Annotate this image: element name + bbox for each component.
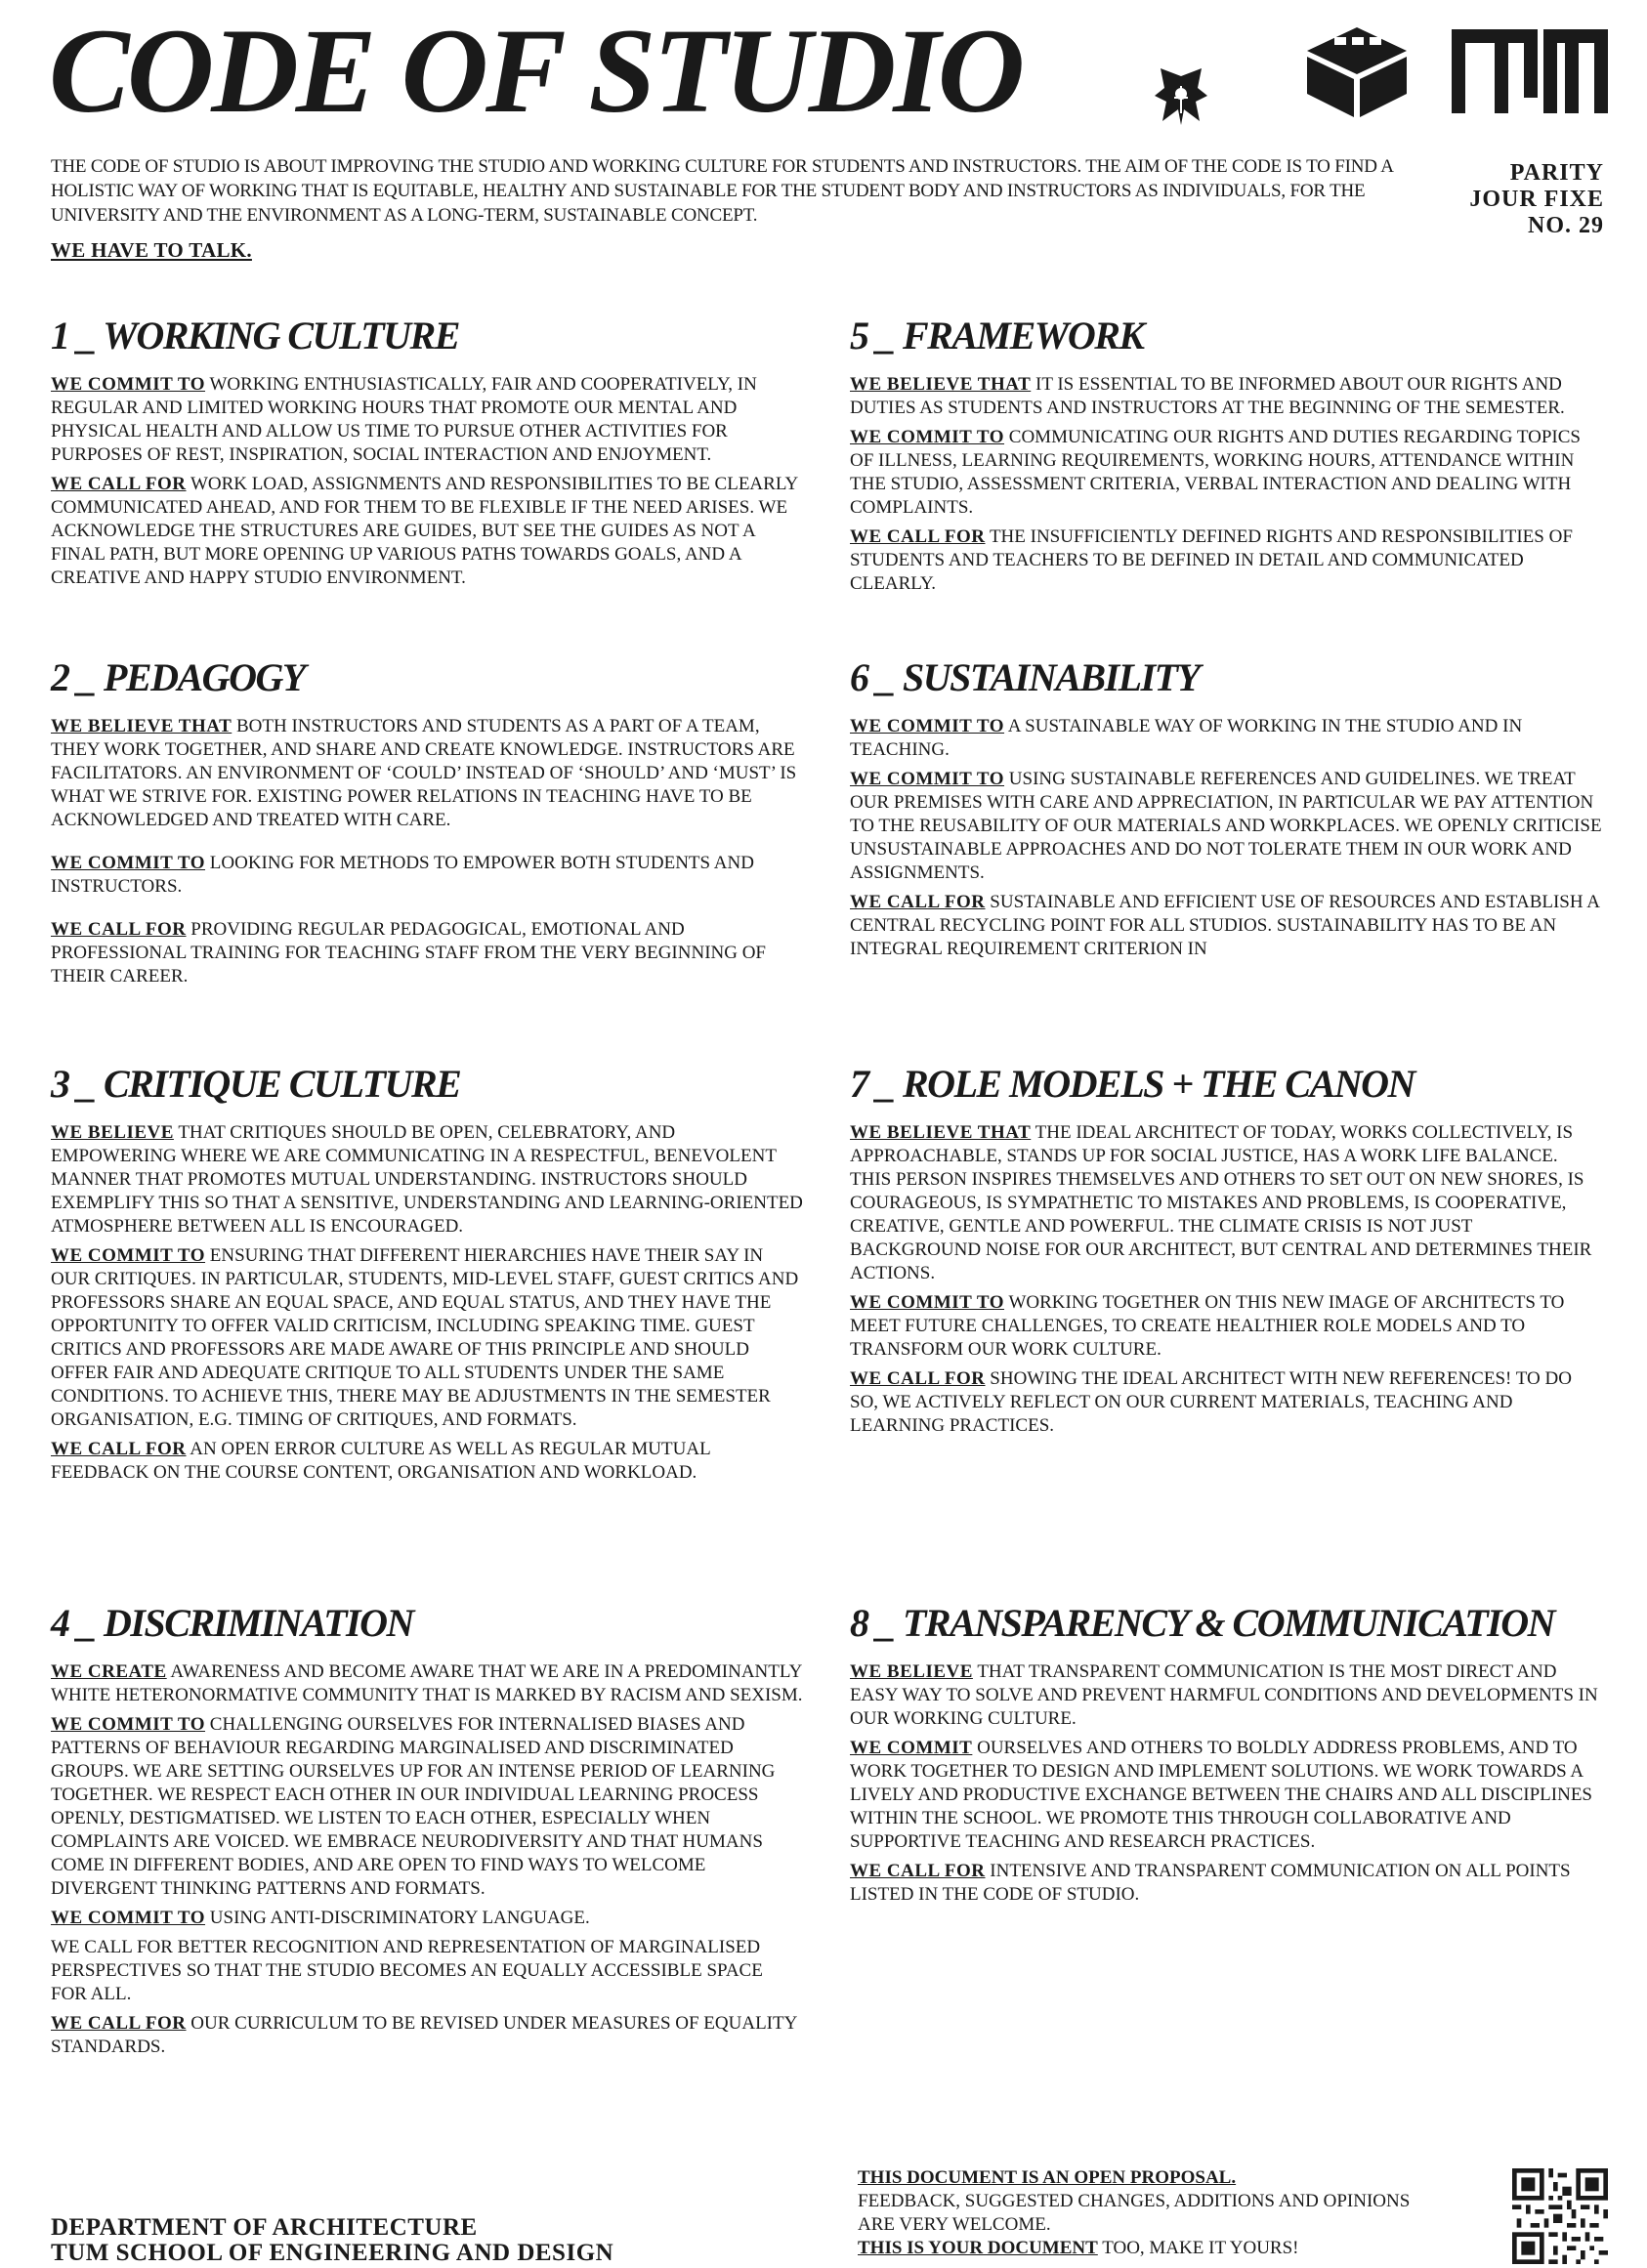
section-transparency [850, 1598, 1602, 1912]
section-role-models [850, 1059, 1602, 1444]
tum-logo-icon [1452, 29, 1608, 113]
department-line: TUM SCHOOL OF ENGINEERING AND DESIGN [51, 2240, 614, 2266]
section-heading: 3 _ CRITIQUE CULTURE [51, 1062, 461, 1106]
section-paragraph [51, 2012, 803, 2059]
section-paragraph [850, 1860, 1602, 1907]
paragraph-text: INTENSIVE AND TRANSPARENT COMMUNICATION ON ALL POINTS LISTED IN THE CODE OF STUDIO. [850, 1861, 1571, 1905]
section-paragraph [51, 1121, 803, 1239]
section-working-culture [51, 311, 803, 596]
section-critique-culture [51, 1059, 803, 1491]
section-discrimination [51, 1598, 803, 2065]
section-paragraph [850, 1660, 1602, 1731]
section-pedagogy [51, 652, 803, 994]
section-paragraph [850, 1121, 1602, 1285]
paragraph-text: LOOKING FOR METHODS TO EMPOWER BOTH STUDENTS AND INSTRUCTORS. [51, 853, 754, 897]
paragraph-text: USING SUSTAINABLE REFERENCES AND GUIDELINES. WE TREAT OUR PREMISES WITH CARE AND APPRECIATION, IN PARTICULAR WE PAY ATTENTION TO THE REUSABILITY OF OUR MATERIALS AND WORKPLACES. WE OPENLY CRITICISE UNSUSTAINABLE APPROACHES AND DO NOT TOLERATE THEM IN OUR WORK AND ASSIGNMENTS. [850, 769, 1602, 883]
paragraph-lead: WE CALL FOR [850, 526, 986, 547]
paragraph-lead: WE CALL FOR [51, 474, 187, 494]
paragraph-lead: WE COMMIT TO [51, 1245, 206, 1266]
paragraph-text: COMMUNICATING OUR RIGHTS AND DUTIES REGARDING TOPICS OF ILLNESS, LEARNING REQUIREMENTS, WORKING HOURS, ATTENDANCE WITHIN THE STUDIO, ASSESSMENT CRITERIA, VERBAL INTERACTION AND DEALING WITH COMPLAINTS. [850, 427, 1581, 518]
section-paragraph [850, 891, 1602, 961]
moth-logo-icon [1153, 66, 1209, 127]
proposal-lead: THIS IS YOUR DOCUMENT [858, 2238, 1098, 2258]
paragraph-text: IT IS ESSENTIAL TO BE INFORMED ABOUT OUR RIGHTS AND DUTIES AS STUDENTS AND INSTRUCTORS AT THE BEGINNING OF THE SEMESTER. [850, 374, 1565, 418]
issue-line: JOUR FIXE [1469, 187, 1604, 212]
department-label [51, 2215, 613, 2266]
intro-text: THE CODE OF STUDIO IS ABOUT IMPROVING THE STUDIO AND WORKING CULTURE FOR STUDENTS AND INSTRUCTORS. THE AIM OF THE CODE IS TO FIND A HOLISTIC WAY OF WORKING THAT IS EQUITABLE, HEALTHY AND SUSTAINABLE FOR THE STUDENT BODY AND INSTRUCTORS AS INDIVIDUALS, FOR THE UNIVERSITY AND THE ENVIRONMENT AS A LONG-TERM, SUSTAINABLE CONCEPT. [51, 156, 1393, 226]
section-paragraph [850, 525, 1602, 596]
section-paragraph [850, 1737, 1602, 1854]
paragraph-text: THE IDEAL ARCHITECT OF TODAY, WORKS COLLECTIVELY, IS APPROACHABLE, STANDS UP FOR SOCIAL JUSTICE, HAS A WORK LIFE BALANCE. THIS PERSON INSPIRES THEMSELVES AND OTHERS TO SET OUT ON NEW SHORES, IS COURAGEOUS, IS SYMPATHETIC TO MISTAKES AND PROBLEMS, IS COOPERATIVE, CREATIVE, GENTLE AND POWERFUL. THE CLIMATE CRISIS IS NOT JUST BACKGROUND NOISE FOR OUR ARCHITECT, BUT CENTRAL AND DETERMINES THEIR ACTIONS. [850, 1122, 1592, 1283]
paragraph-lead: WE COMMIT TO [51, 374, 206, 395]
paragraph-lead: WE CALL FOR [51, 919, 187, 940]
section-paragraph [51, 918, 803, 988]
paragraph-lead: WE CALL FOR [850, 892, 986, 912]
section-heading: 7 _ ROLE MODELS + THE CANON [850, 1062, 1415, 1106]
section-heading: 6 _ SUSTAINABILITY [850, 655, 1200, 699]
paragraph-lead: WE BELIEVE THAT [51, 716, 232, 736]
proposal-closing [858, 2237, 1483, 2260]
paragraph-lead: WE COMMIT TO [51, 1714, 206, 1735]
proposal-line: ARE VERY WELCOME. [858, 2214, 1051, 2235]
paragraph-text: WORK LOAD, ASSIGNMENTS AND RESPONSIBILITIES TO BE CLEARLY COMMUNICATED AHEAD, AND FOR THEM TO BE FLEXIBLE IF THE NEED ARISES. WE ACKNOWLEDGE THE STRUCTURES ARE GUIDES, BUT SEE THE GUIDES AS NOT A FINAL PATH, BUT MORE OPENING UP VARIOUS PATHS TOWARDS GOALS, AND A CREATIVE AND HAPPY STUDIO ENVIRONMENT. [51, 474, 798, 588]
paragraph-text: THE INSUFFICIENTLY DEFINED RIGHTS AND RESPONSIBILITIES OF STUDENTS AND TEACHERS TO BE DEFINED IN DETAIL AND COMMUNICATED CLEARLY. [850, 526, 1573, 594]
issue-label [1469, 160, 1604, 239]
section-paragraph [51, 1438, 803, 1485]
section-paragraph [51, 373, 803, 467]
paragraph-text: BOTH INSTRUCTORS AND STUDENTS AS A PART OF A TEAM, THEY WORK TOGETHER, AND SHARE AND CREATE KNOWLEDGE. INSTRUCTORS ARE FACILITATORS. AN ENVIRONMENT OF ‘COULD’ INSTEAD OF ‘SHOULD’ AND ‘MUST’ IS WHAT WE STRIVE FOR. EXISTING POWER RELATIONS IN TEACHING HAVE TO BE ACKNOWLEDGED AND TREATED WITH CARE. [51, 716, 797, 830]
paragraph-lead: WE CALL FOR [850, 1861, 986, 1881]
section-paragraph [850, 1291, 1602, 1362]
proposal-line: FEEDBACK, SUGGESTED CHANGES, ADDITIONS AND OPINIONS [858, 2191, 1411, 2211]
section-paragraph [850, 426, 1602, 520]
paragraph-text: ENSURING THAT DIFFERENT HIERARCHIES HAVE THEIR SAY IN OUR CRITIQUES. IN PARTICULAR, STUDENTS, MID-LEVEL STAFF, GUEST CRITICS AND PROFESSORS SHARE AN EQUAL SPACE, AND EQUAL STATUS, AND THEY HAVE THE OPPORTUNITY TO OFFER VALID CRITICISM, INCLUDING SPEAKING TIME. GUEST CRITICS AND PROFESSORS ARE MADE AWARE OF THIS PRINCIPLE AND SHOULD OFFER FAIR AND ADEQUATE CRITIQUE TO ALL STUDENTS UNDER THE SAME CONDITIONS. TO ACHIEVE THIS, THERE MAY BE ADJUSTMENTS IN THE SEMESTER ORGANISATION, E.G. TIMING OF CRITIQUES, AND FORMATS. [51, 1245, 799, 1430]
proposal-heading: THIS DOCUMENT IS AN OPEN PROPOSAL. [858, 2167, 1237, 2188]
paragraph-text: AWARENESS AND BECOME AWARE THAT WE ARE IN A PREDOMINANTLY WHITE HETERONORMATIVE COMMUNITY THAT IS MARKED BY RACISM AND SEXISM. [51, 1661, 803, 1705]
paragraph-text: SHOWING THE IDEAL ARCHITECT WITH NEW REFERENCES! TO DO SO, WE ACTIVELY REFLECT ON OUR CURRENT MATERIALS, TEACHING AND LEARNING PRACTICES. [850, 1368, 1572, 1436]
paragraph-text: THAT TRANSPARENT COMMUNICATION IS THE MOST DIRECT AND EASY WAY TO SOLVE AND PREVENT HARMFUL CONDITIONS AND DEVELOPMENTS IN OUR WORKING CULTURE. [850, 1661, 1598, 1729]
section-paragraph [850, 1367, 1602, 1438]
paragraph-text: WORKING TOGETHER ON THIS NEW IMAGE OF ARCHITECTS TO MEET FUTURE CHALLENGES, TO CREATE HEALTHIER ROLE MODELS AND TO TRANSFORM OUR WORK CULTURE. [850, 1292, 1565, 1360]
paragraph-lead: WE COMMIT TO [850, 427, 1005, 447]
paragraph-lead: WE BELIEVE [51, 1122, 174, 1143]
proposal-tail: TOO, MAKE IT YOURS! [1097, 2238, 1299, 2258]
paragraph-lead: WE COMMIT TO [850, 716, 1005, 736]
section-heading: 5 _ FRAMEWORK [850, 314, 1144, 357]
section-heading: 2 _ PEDAGOGY [51, 655, 305, 699]
section-paragraph [51, 715, 803, 832]
section-paragraph [51, 1907, 803, 1930]
paragraph-lead: WE CALL FOR [51, 1439, 187, 1459]
paragraph-text: AN OPEN ERROR CULTURE AS WELL AS REGULAR MUTUAL FEEDBACK ON THE COURSE CONTENT, ORGANISATION AND WORKLOAD. [51, 1439, 710, 1483]
paragraph-text: WORKING ENTHUSIASTICALLY, FAIR AND COOPERATIVELY, IN REGULAR AND LIMITED WORKING HOURS THAT PROMOTE OUR MENTAL AND PHYSICAL HEALTH AND ALLOW US TIME TO PURSUE OTHER ACTIVITIES FOR PURPOSES OF REST, INSPIRATION, SOCIAL INTERACTION AND ENJOYMENT. [51, 374, 757, 465]
paragraph-lead: WE CREATE [51, 1661, 167, 1682]
paragraph-text: THAT CRITIQUES SHOULD BE OPEN, CELEBRATORY, AND EMPOWERING WHERE WE ARE COMMUNICATING IN A RESPECTFUL, BENEVOLENT MANNER THAT PROMOTES MUTUAL UNDERSTANDING. INSTRUCTORS SHOULD EXEMPLIFY THIS SO THAT A SENSITIVE, UNDERSTANDING AND LEARNING-ORIENTED ATMOSPHERE BETWEEN ALL IS ENCOURAGED. [51, 1122, 803, 1237]
section-paragraph [51, 1244, 803, 1432]
cube-logo-icon [1303, 23, 1411, 119]
paragraph-lead: WE CALL FOR [51, 2013, 187, 2034]
paragraph-lead: WE COMMIT TO [51, 1908, 206, 1928]
section-paragraph [51, 1713, 803, 1901]
section-framework [850, 311, 1602, 602]
section-heading: 1 _ WORKING CULTURE [51, 314, 459, 357]
section-paragraph [850, 373, 1602, 420]
paragraph-lead: WE COMMIT TO [850, 1292, 1005, 1313]
section-paragraph [850, 768, 1602, 885]
paragraph-lead: WE BELIEVE THAT [850, 1122, 1032, 1143]
paragraph-lead: WE BELIEVE THAT [850, 374, 1032, 395]
page-title: CODE OF STUDIO [49, 4, 1023, 138]
paragraph-text: A SUSTAINABLE WAY OF WORKING IN THE STUDIO AND IN TEACHING. [850, 716, 1523, 760]
issue-line: NO. 29 [1528, 213, 1604, 238]
section-paragraph [51, 852, 803, 899]
paragraph-text: CHALLENGING OURSELVES FOR INTERNALISED BIASES AND PATTERNS OF BEHAVIOUR REGARDING MARGINALISED AND DISCRIMINATED GROUPS. WE ARE SETTING OURSELVES UP FOR AN INTENSE PERIOD OF LEARNING TOGETHER. WE RESPECT EACH OTHER IN OUR INDIVIDUAL LEARNING PROCESS OPENLY, DESTIGMATISED. WE LISTEN TO EACH OTHER, ESPECIALLY WHEN COMPLAINTS ARE VOICED. WE EMBRACE NEURODIVERSITY AND THAT HUMANS COME IN DIFFERENT BODIES, AND ARE OPEN TO FIND WAYS TO WELCOME DIVERGENT THINKING PATTERNS AND FORMATS. [51, 1714, 776, 1899]
paragraph-lead: WE COMMIT TO [51, 853, 206, 873]
paragraph-text: USING ANTI-DISCRIMINATORY LANGUAGE. [205, 1908, 590, 1928]
paragraph-text: PROVIDING REGULAR PEDAGOGICAL, EMOTIONAL AND PROFESSIONAL TRAINING FOR TEACHING STAFF FROM THE VERY BEGINNING OF THEIR CAREER. [51, 919, 767, 987]
section-paragraph [850, 715, 1602, 762]
qr-code-icon[interactable] [1512, 2168, 1608, 2264]
intro-callout: WE HAVE TO TALK. [51, 238, 252, 262]
paragraph-lead: WE BELIEVE [850, 1661, 973, 1682]
department-line: DEPARTMENT OF ARCHITECTURE [51, 2214, 478, 2241]
paragraph-text: WE CALL FOR BETTER RECOGNITION AND REPRESENTATION OF MARGINALISED PERSPECTIVES SO THAT THE STUDIO BECOMES AN EQUALLY ACCESSIBLE SPACE FOR ALL. [51, 1937, 763, 2004]
paragraph-lead: WE COMMIT TO [850, 769, 1005, 789]
logo-group [1119, 18, 1608, 125]
section-heading: 4 _ DISCRIMINATION [51, 1601, 413, 1645]
paragraph-lead: WE CALL FOR [850, 1368, 986, 1389]
issue-line: PARITY [1509, 160, 1604, 186]
section-paragraph [51, 1660, 803, 1707]
paragraph-lead: WE COMMIT [850, 1738, 973, 1758]
section-heading: 8 _ TRANSPARENCY & COMMUNICATION [850, 1601, 1555, 1645]
section-paragraph [51, 473, 803, 590]
paragraph-text: SUSTAINABLE AND EFFICIENT USE OF RESOURCES AND ESTABLISH A CENTRAL RECYCLING POINT FOR ALL STUDIOS. SUSTAINABILITY HAS TO BE AN INTEGRAL REQUIREMENT CRITERION IN [850, 892, 1599, 959]
paragraph-text: OURSELVES AND OTHERS TO BOLDLY ADDRESS PROBLEMS, AND TO WORK TOGETHER TO DESIGN AND IMPLEMENT SOLUTIONS. WE WORK TOWARDS A LIVELY AND PRODUCTIVE EXCHANGE BETWEEN THE CHAIRS AND ALL DISCIPLINES WITHIN THE SCHOOL. WE PROMOTE THIS THROUGH COLLABORATIVE AND SUPPORTIVE TEACHING AND RESEARCH PRACTICES. [850, 1738, 1592, 1852]
open-proposal-note [858, 2166, 1483, 2260]
section-paragraph [51, 1936, 803, 2006]
section-sustainability [850, 652, 1602, 967]
paragraph-text: OUR CURRICULUM TO BE REVISED UNDER MEASURES OF EQUALITY STANDARDS. [51, 2013, 797, 2057]
